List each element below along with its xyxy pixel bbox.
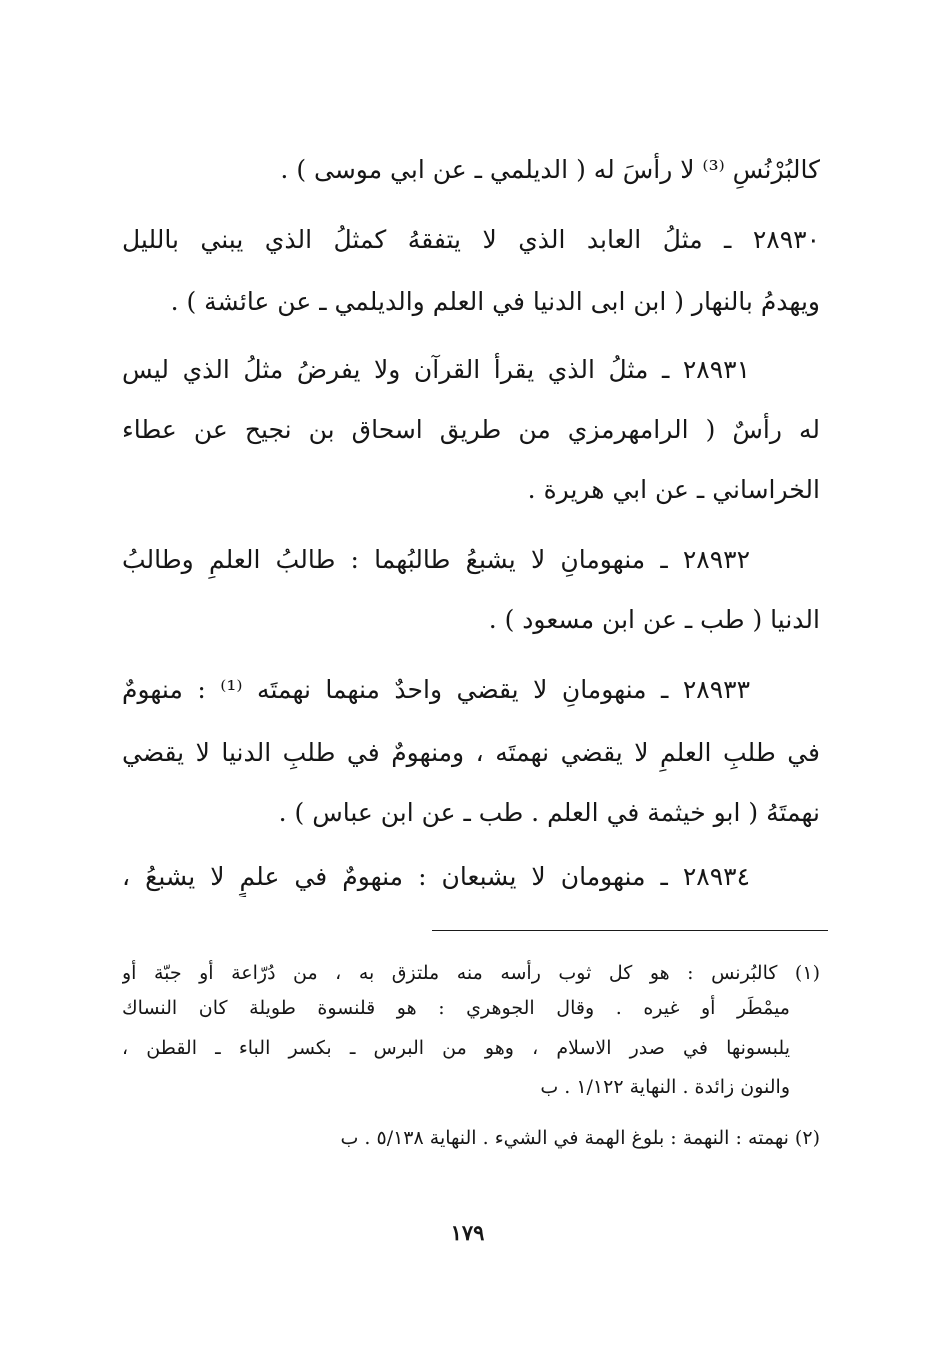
hadith-28933-line-1: ٢٨٩٣٣ ـ منهومانِ لا يقضي واحدٌ منهما نهمتَه ⁽¹⁾ : منهومٌ [122, 675, 750, 704]
hadith-28933-line-2: في طلبِ العلمِ لا يقضي نهمتَه ، ومنهومٌ في طلبِ الدنيا لا يقضي [122, 738, 820, 767]
footnote-1-line-2: ميمْطَر أو غيره . وقال الجوهري : هو قلنسوة طويلة كان النساك [122, 997, 790, 1019]
hadith-28931-line-1: ٢٨٩٣١ ـ مثلُ الذي يقرأ القرآن ولا يفرضُ مثلُ الذي ليس [122, 355, 750, 384]
hadith-28932-line-2: الدنيا ( طب ـ عن ابن مسعود ) . [488, 605, 820, 634]
footnote-1-line-1: (١) كالبُرنس : هو كل ثوب رأسه منه ملتزق به ، من دُرّاعة أو جبّة أو [122, 962, 820, 984]
hadith-28930-line-2: ويهدمُ بالنهار ( ابن ابى الدنيا في العلم والديلمي ـ عن عائشة ) . [170, 287, 820, 316]
footnote-1-line-3: يلبسونها في صدر الاسلام ، وهو من البرس ـ بكسر الباء ـ القطن ، [122, 1037, 790, 1059]
page-number: ١٧٩ [450, 1220, 485, 1245]
footnote-separator [432, 930, 828, 931]
hadith-28931-line-3: الخراساني ـ عن ابي هريرة . [527, 475, 820, 504]
footnote-2: (٢) نهمته : النهمة : بلوغ الهمة في الشيء . النهاية ٥/١٣٨ . ب [340, 1127, 820, 1149]
hadith-28932-line-1: ٢٨٩٣٢ ـ منهومانِ لا يشبعُ طالبُهما : طالبُ العلمِ وطالبُ [122, 545, 750, 574]
text-line-1: كالبُرْنُسِ ⁽³⁾ لا رأسَ له ( الديلمي ـ عن ابي موسى ) . [280, 155, 820, 184]
hadith-28933-line-3: نهمتَهُ ( ابو خيثمة في العلم . طب ـ عن ابن عباس ) . [278, 798, 820, 827]
hadith-28930-line-1: ٢٨٩٣٠ ـ مثلُ العابد الذي لا يتفقهُ كمثلُ الذي يبني بالليل [122, 225, 820, 254]
footnote-1-line-4: والنون زائدة . النهاية ١/١٢٢ . ب [540, 1076, 790, 1098]
hadith-28934-line-1: ٢٨٩٣٤ ـ منهومان لا يشبعان : منهومٌ في علمٍ لا يشبعُ ، [122, 862, 750, 891]
hadith-28931-line-2: له رأسٌ ( الرامهرمزي من طريق اسحاق بن نجيح عن عطاء [122, 415, 820, 444]
